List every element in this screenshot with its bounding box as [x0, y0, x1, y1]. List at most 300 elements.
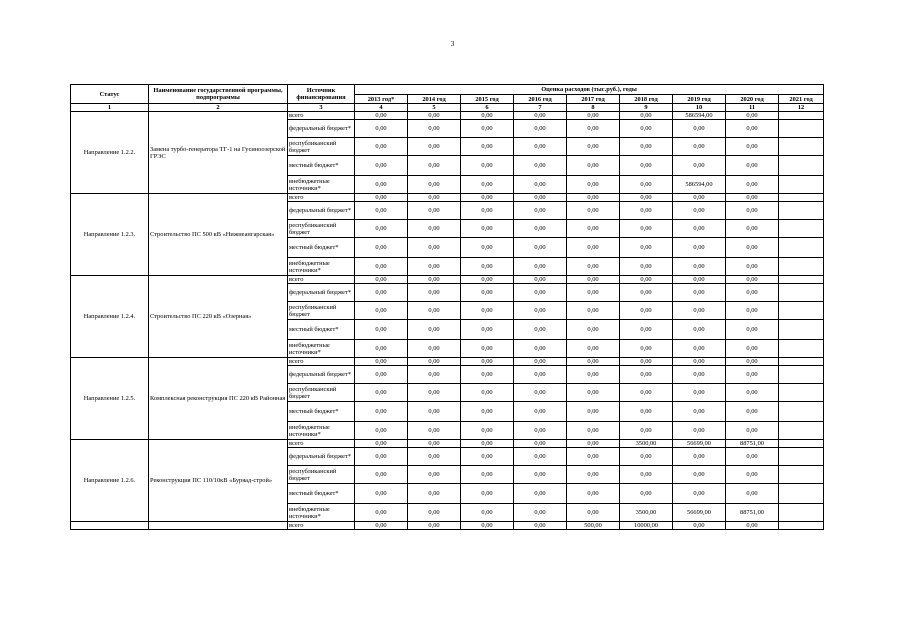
value-cell: 0,00 [726, 276, 779, 284]
value-cell: 0,00 [408, 504, 461, 522]
value-cell: 0,00 [567, 138, 620, 156]
status-cell [71, 522, 149, 530]
value-cell: 0,00 [355, 448, 408, 466]
status-cell: Направление 1.2.5. [71, 358, 149, 440]
value-cell: 0,00 [408, 302, 461, 320]
value-cell: 0,00 [355, 402, 408, 422]
source-cell: всего [288, 276, 355, 284]
program-name-cell: Строительство ПС 220 кВ «Озерная» [149, 276, 288, 358]
value-cell: 0,00 [408, 466, 461, 484]
source-cell: республиканский бюджет [288, 302, 355, 320]
value-cell: 0,00 [567, 194, 620, 202]
value-cell: 0,00 [461, 156, 514, 176]
value-cell: 0,00 [726, 320, 779, 340]
value-cell: 0,00 [673, 466, 726, 484]
source-cell: внебюджетные источники* [288, 504, 355, 522]
table-body [71, 112, 824, 530]
column-number: 8 [567, 104, 620, 112]
value-cell [779, 340, 824, 358]
value-cell: 10000,00 [620, 522, 673, 530]
value-cell: 0,00 [726, 112, 779, 120]
value-cell: 0,00 [620, 384, 673, 402]
value-cell: 0,00 [408, 320, 461, 340]
value-cell: 0,00 [673, 402, 726, 422]
header-year: 2014 год [408, 95, 461, 104]
value-cell: 88751,00 [726, 504, 779, 522]
value-cell: 0,00 [461, 384, 514, 402]
value-cell: 0,00 [408, 238, 461, 258]
value-cell: 0,00 [408, 258, 461, 276]
value-cell: 0,00 [726, 302, 779, 320]
value-cell: 3500,00 [620, 440, 673, 448]
value-cell: 0,00 [673, 194, 726, 202]
source-cell: всего [288, 522, 355, 530]
value-cell: 0,00 [461, 504, 514, 522]
status-cell: Направление 1.2.2. [71, 112, 149, 194]
value-cell: 0,00 [514, 366, 567, 384]
value-cell: 0,00 [726, 402, 779, 422]
value-cell: 0,00 [620, 422, 673, 440]
value-cell: 0,00 [567, 220, 620, 238]
value-cell: 0,00 [514, 466, 567, 484]
value-cell: 0,00 [620, 112, 673, 120]
column-number: 4 [355, 104, 408, 112]
value-cell: 0,00 [567, 504, 620, 522]
value-cell: 0,00 [514, 422, 567, 440]
source-cell: внебюджетные источники* [288, 422, 355, 440]
header-year: 2013 год* [355, 95, 408, 104]
value-cell: 0,00 [567, 440, 620, 448]
status-cell: Направление 1.2.6. [71, 440, 149, 522]
value-cell: 0,00 [461, 202, 514, 220]
value-cell [779, 466, 824, 484]
value-cell [779, 522, 824, 530]
source-cell: местный бюджет* [288, 320, 355, 340]
value-cell: 0,00 [726, 422, 779, 440]
value-cell: 0,00 [514, 156, 567, 176]
source-cell: федеральный бюджет* [288, 366, 355, 384]
status-cell: Направление 1.2.4. [71, 276, 149, 358]
value-cell: 0,00 [408, 284, 461, 302]
value-cell: 0,00 [355, 194, 408, 202]
source-cell: внебюджетные источники* [288, 258, 355, 276]
value-cell: 0,00 [567, 422, 620, 440]
value-cell: 0,00 [567, 384, 620, 402]
value-cell: 3500,00 [620, 504, 673, 522]
value-cell: 0,00 [567, 402, 620, 422]
value-cell: 0,00 [726, 138, 779, 156]
column-number: 10 [673, 104, 726, 112]
value-cell: 0,00 [567, 366, 620, 384]
value-cell: 0,00 [567, 358, 620, 366]
value-cell: 0,00 [355, 276, 408, 284]
column-number: 5 [408, 104, 461, 112]
value-cell: 0,00 [461, 448, 514, 466]
value-cell [779, 176, 824, 194]
value-cell: 0,00 [514, 258, 567, 276]
value-cell: 0,00 [408, 112, 461, 120]
value-cell: 0,00 [514, 220, 567, 238]
header-year: 2017 год [567, 95, 620, 104]
value-cell: 0,00 [673, 238, 726, 258]
value-cell: 0,00 [514, 112, 567, 120]
value-cell: 56699,00 [673, 440, 726, 448]
value-cell: 0,00 [461, 484, 514, 504]
value-cell: 0,00 [514, 194, 567, 202]
value-cell [779, 238, 824, 258]
value-cell: 0,00 [620, 276, 673, 284]
value-cell: 0,00 [514, 448, 567, 466]
column-number: 3 [288, 104, 355, 112]
value-cell [779, 302, 824, 320]
value-cell: 0,00 [726, 340, 779, 358]
value-cell: 0,00 [620, 284, 673, 302]
column-number: 2 [149, 104, 288, 112]
value-cell: 0,00 [726, 202, 779, 220]
value-cell: 0,00 [514, 276, 567, 284]
value-cell: 0,00 [673, 366, 726, 384]
value-cell: 0,00 [620, 138, 673, 156]
value-cell: 0,00 [408, 340, 461, 358]
value-cell [779, 422, 824, 440]
value-cell: 0,00 [620, 466, 673, 484]
source-cell: республиканский бюджет [288, 466, 355, 484]
value-cell [779, 402, 824, 422]
source-cell: федеральный бюджет* [288, 448, 355, 466]
value-cell: 0,00 [620, 366, 673, 384]
page-number: 3 [450, 40, 455, 48]
value-cell: 0,00 [461, 220, 514, 238]
value-cell: 0,00 [726, 484, 779, 504]
value-cell: 0,00 [408, 156, 461, 176]
value-cell: 0,00 [514, 238, 567, 258]
value-cell: 0,00 [726, 448, 779, 466]
budget-table [70, 84, 824, 530]
source-cell: республиканский бюджет [288, 384, 355, 402]
source-cell: местный бюджет* [288, 156, 355, 176]
value-cell: 0,00 [461, 366, 514, 384]
value-cell: 0,00 [673, 448, 726, 466]
value-cell [779, 284, 824, 302]
header-year: 2019 год [673, 95, 726, 104]
value-cell: 0,00 [620, 156, 673, 176]
value-cell: 0,00 [461, 422, 514, 440]
program-name-cell: Замена турбо-генератора ТГ-1 на Гусиноозерской ГРЭС [149, 112, 288, 194]
value-cell: 0,00 [620, 202, 673, 220]
value-cell: 0,00 [726, 466, 779, 484]
value-cell: 0,00 [673, 156, 726, 176]
value-cell: 0,00 [461, 176, 514, 194]
value-cell: 0,00 [673, 358, 726, 366]
value-cell: 0,00 [355, 284, 408, 302]
source-cell: местный бюджет* [288, 402, 355, 422]
value-cell: 0,00 [620, 220, 673, 238]
value-cell: 0,00 [408, 358, 461, 366]
value-cell: 0,00 [461, 284, 514, 302]
value-cell: 0,00 [673, 276, 726, 284]
program-name-cell: Комплексная реконструкция ПС 220 кВ Районная [149, 358, 288, 440]
value-cell: 0,00 [408, 120, 461, 138]
value-cell: 0,00 [514, 302, 567, 320]
value-cell: 0,00 [408, 366, 461, 384]
source-cell: всего [288, 194, 355, 202]
program-name-cell [149, 522, 288, 530]
value-cell: 0,00 [461, 258, 514, 276]
value-cell [779, 358, 824, 366]
value-cell [779, 384, 824, 402]
value-cell: 0,00 [514, 440, 567, 448]
value-cell: 0,00 [408, 276, 461, 284]
value-cell: 0,00 [726, 284, 779, 302]
header-status: Статус [71, 85, 149, 104]
value-cell: 0,00 [567, 320, 620, 340]
value-cell [779, 112, 824, 120]
value-cell: 0,00 [726, 176, 779, 194]
value-cell: 0,00 [514, 138, 567, 156]
status-cell: Направление 1.2.3. [71, 194, 149, 276]
table-row [71, 276, 824, 284]
value-cell: 0,00 [408, 484, 461, 504]
value-cell: 0,00 [514, 284, 567, 302]
value-cell: 0,00 [408, 422, 461, 440]
source-cell: республиканский бюджет [288, 138, 355, 156]
value-cell [779, 220, 824, 238]
value-cell: 0,00 [355, 176, 408, 194]
value-cell: 0,00 [673, 384, 726, 402]
value-cell: 0,00 [673, 202, 726, 220]
value-cell [779, 440, 824, 448]
value-cell: 0,00 [355, 112, 408, 120]
value-cell: 0,00 [355, 320, 408, 340]
value-cell: 88751,00 [726, 440, 779, 448]
value-cell [779, 202, 824, 220]
column-number: 11 [726, 104, 779, 112]
source-cell: федеральный бюджет* [288, 120, 355, 138]
value-cell: 0,00 [726, 366, 779, 384]
value-cell: 0,00 [355, 202, 408, 220]
value-cell: 0,00 [620, 402, 673, 422]
value-cell: 0,00 [726, 258, 779, 276]
value-cell: 0,00 [567, 448, 620, 466]
table-row [71, 440, 824, 448]
value-cell: 0,00 [461, 320, 514, 340]
value-cell: 0,00 [408, 220, 461, 238]
value-cell: 0,00 [408, 138, 461, 156]
value-cell: 586594,00 [673, 176, 726, 194]
value-cell: 0,00 [514, 402, 567, 422]
source-cell: внебюджетные источники* [288, 340, 355, 358]
program-name-cell: Реконструкция ПС 110/10кВ «Буряад-строй» [149, 440, 288, 522]
value-cell: 0,00 [461, 276, 514, 284]
header-year: 2021 год [779, 95, 824, 104]
value-cell: 0,00 [726, 238, 779, 258]
value-cell: 0,00 [408, 522, 461, 530]
value-cell: 0,00 [673, 422, 726, 440]
value-cell: 0,00 [355, 366, 408, 384]
value-cell: 0,00 [620, 484, 673, 504]
column-number: 12 [779, 104, 824, 112]
value-cell: 0,00 [567, 284, 620, 302]
source-cell: всего [288, 440, 355, 448]
value-cell: 0,00 [726, 220, 779, 238]
table-row [71, 112, 824, 120]
value-cell: 0,00 [620, 258, 673, 276]
source-cell: внебюджетные источники* [288, 176, 355, 194]
value-cell: 0,00 [567, 202, 620, 220]
table-row [71, 522, 824, 530]
value-cell: 0,00 [461, 238, 514, 258]
value-cell: 0,00 [514, 504, 567, 522]
value-cell: 0,00 [461, 358, 514, 366]
value-cell: 0,00 [355, 302, 408, 320]
value-cell: 0,00 [514, 202, 567, 220]
value-cell: 0,00 [408, 384, 461, 402]
source-cell: федеральный бюджет* [288, 202, 355, 220]
value-cell: 0,00 [726, 120, 779, 138]
value-cell: 0,00 [620, 120, 673, 138]
value-cell: 0,00 [673, 220, 726, 238]
value-cell: 0,00 [461, 194, 514, 202]
value-cell: 0,00 [461, 120, 514, 138]
value-cell: 0,00 [567, 156, 620, 176]
value-cell [779, 156, 824, 176]
value-cell: 0,00 [355, 120, 408, 138]
value-cell: 0,00 [355, 238, 408, 258]
source-cell: всего [288, 358, 355, 366]
value-cell: 0,00 [726, 156, 779, 176]
value-cell: 0,00 [355, 504, 408, 522]
value-cell: 0,00 [355, 422, 408, 440]
value-cell: 0,00 [461, 402, 514, 422]
source-cell: республиканский бюджет [288, 220, 355, 238]
header-year: 2016 год [514, 95, 567, 104]
value-cell: 0,00 [673, 340, 726, 358]
value-cell [779, 366, 824, 384]
value-cell: 0,00 [673, 484, 726, 504]
value-cell [779, 138, 824, 156]
value-cell: 0,00 [408, 402, 461, 422]
value-cell: 0,00 [567, 340, 620, 358]
value-cell: 0,00 [567, 466, 620, 484]
column-number: 6 [461, 104, 514, 112]
value-cell: 0,00 [567, 258, 620, 276]
value-cell: 0,00 [620, 448, 673, 466]
value-cell: 0,00 [355, 358, 408, 366]
program-name-cell: Строительство ПС 500 кВ «Нижнеангарская» [149, 194, 288, 276]
value-cell: 0,00 [567, 276, 620, 284]
value-cell: 0,00 [567, 120, 620, 138]
column-number: 7 [514, 104, 567, 112]
value-cell: 0,00 [514, 176, 567, 194]
value-cell: 0,00 [567, 302, 620, 320]
value-cell: 0,00 [355, 384, 408, 402]
value-cell: 0,00 [408, 202, 461, 220]
value-cell: 0,00 [514, 484, 567, 504]
value-cell: 0,00 [567, 238, 620, 258]
value-cell: 0,00 [514, 522, 567, 530]
value-cell: 0,00 [355, 466, 408, 484]
value-cell [779, 120, 824, 138]
value-cell: 0,00 [355, 220, 408, 238]
value-cell: 500,00 [567, 522, 620, 530]
value-cell [779, 258, 824, 276]
value-cell: 0,00 [726, 384, 779, 402]
source-cell: всего [288, 112, 355, 120]
value-cell: 0,00 [673, 320, 726, 340]
value-cell: 0,00 [355, 258, 408, 276]
value-cell: 0,00 [514, 384, 567, 402]
value-cell: 0,00 [355, 340, 408, 358]
value-cell: 0,00 [514, 340, 567, 358]
value-cell: 0,00 [726, 522, 779, 530]
value-cell: 0,00 [408, 440, 461, 448]
value-cell: 0,00 [620, 320, 673, 340]
value-cell: 0,00 [673, 302, 726, 320]
value-cell: 0,00 [461, 112, 514, 120]
value-cell: 0,00 [673, 284, 726, 302]
value-cell: 0,00 [514, 120, 567, 138]
value-cell: 0,00 [567, 484, 620, 504]
value-cell: 0,00 [408, 448, 461, 466]
value-cell: 56699,00 [673, 504, 726, 522]
header-source: Источник финансирования [288, 85, 355, 104]
value-cell: 0,00 [461, 138, 514, 156]
value-cell: 0,00 [461, 466, 514, 484]
value-cell: 0,00 [567, 112, 620, 120]
value-cell [779, 320, 824, 340]
value-cell: 0,00 [673, 138, 726, 156]
value-cell: 0,00 [461, 522, 514, 530]
value-cell: 0,00 [355, 522, 408, 530]
value-cell: 0,00 [408, 194, 461, 202]
value-cell: 0,00 [461, 440, 514, 448]
value-cell: 0,00 [620, 340, 673, 358]
header-year: 2018 год [620, 95, 673, 104]
value-cell: 0,00 [726, 194, 779, 202]
value-cell: 0,00 [408, 176, 461, 194]
value-cell: 0,00 [355, 138, 408, 156]
value-cell: 586594,00 [673, 112, 726, 120]
value-cell [779, 484, 824, 504]
value-cell: 0,00 [514, 320, 567, 340]
value-cell: 0,00 [567, 176, 620, 194]
value-cell [779, 194, 824, 202]
header-year: 2015 год [461, 95, 514, 104]
table-row [71, 194, 824, 202]
value-cell: 0,00 [514, 358, 567, 366]
column-number: 9 [620, 104, 673, 112]
header-estimate: Оценка расходов (тыс.руб.), годы [355, 85, 824, 95]
value-cell: 0,00 [620, 194, 673, 202]
value-cell: 0,00 [461, 340, 514, 358]
source-cell: федеральный бюджет* [288, 284, 355, 302]
value-cell: 0,00 [355, 440, 408, 448]
value-cell [779, 276, 824, 284]
source-cell: местный бюджет* [288, 484, 355, 504]
value-cell: 0,00 [620, 302, 673, 320]
value-cell: 0,00 [620, 238, 673, 258]
value-cell: 0,00 [726, 358, 779, 366]
value-cell: 0,00 [673, 120, 726, 138]
value-cell: 0,00 [355, 156, 408, 176]
column-number: 1 [71, 104, 149, 112]
value-cell: 0,00 [673, 522, 726, 530]
header-program: Наименование государственной программы, подпрограммы [149, 85, 288, 104]
value-cell: 0,00 [620, 176, 673, 194]
value-cell: 0,00 [620, 358, 673, 366]
value-cell: 0,00 [673, 258, 726, 276]
value-cell [779, 504, 824, 522]
